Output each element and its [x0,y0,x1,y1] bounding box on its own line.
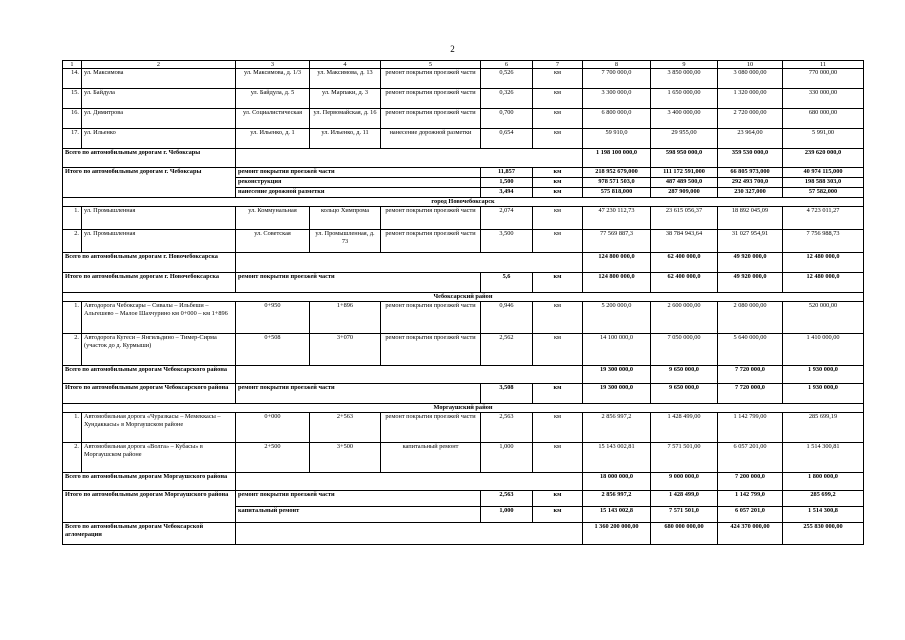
row-number: 2. [63,334,82,366]
itogo-label: Итого по автомобильным дорогам Моргаушского района [63,491,236,523]
road-name: ул. Ильенко [82,129,236,149]
row-number: 16. [63,109,82,129]
cost-col-11: 1 930 000,0 [783,366,864,384]
segment-end: 3+500 [310,443,381,473]
segment-start: 2+500 [236,443,310,473]
section-header [63,198,864,207]
total-cost: 978 571 503,0 [583,178,651,188]
total-cost: 124 800 000,0 [583,253,651,273]
empty-cell [236,473,583,491]
work-type: ремонт покрытия проезжей части [381,69,481,89]
road-name: ул. Промышленная [82,230,236,253]
total-cost: 15 143 002,8 [583,507,651,523]
road-name: Автодорога Чебоксары – Сивалы – Ильбеши – Альгешево – Малое Шахчурино км 0+000 – км 1+896 [82,302,236,334]
cost-col-11: 1 514 300,8 [783,507,864,523]
section-title: Чебоксарский район [63,293,864,302]
segment-start: ул. Советская [236,230,310,253]
total-label: Всего по автомобильным дорогам г. Чебоксары [63,149,236,168]
itogo-label: Итого по автомобильным дорогам Чебоксарского района [63,384,236,404]
column-number-header: 4 [310,61,381,69]
row-number: 2. [63,230,82,253]
unit: км [533,491,583,507]
cost-col-11: 5 991,00 [783,129,864,149]
total-cost: 6 800 000,0 [583,109,651,129]
segment-start: ул. Байдула, д. 5 [236,89,310,109]
cost-col-11: 285 699,19 [783,413,864,443]
cost-col-9: 7 571 501,0 [651,507,718,523]
cost-col-11: 40 974 115,000 [783,168,864,178]
total-row [63,253,864,273]
column-number-header: 2 [82,61,236,69]
cost-col-9: 9 650 000,0 [651,384,718,404]
length-value: 2,562 [481,334,533,366]
length-value: 0,654 [481,129,533,149]
total-cost: 5 200 000,0 [583,302,651,334]
cost-col-10: 424 370 000,00 [718,523,783,545]
cost-col-10: 2 080 000,00 [718,302,783,334]
cost-col-9: 287 909,000 [651,188,718,198]
segment-start: 0+950 [236,302,310,334]
unit: км [533,129,583,149]
total-label: Всего по автомобильным дорогам г. Новочебоксарска [63,253,236,273]
table-row [63,302,864,334]
total-cost: 77 569 887,3 [583,230,651,253]
cost-col-10: 5 640 000,00 [718,334,783,366]
cost-col-11: 1 930 000,0 [783,384,864,404]
unit: км [533,273,583,293]
unit: км [533,69,583,89]
table-body [63,61,864,545]
cost-col-10: 230 327,000 [718,188,783,198]
cost-col-11: 770 000,00 [783,69,864,89]
unit: км [533,188,583,198]
row-number: 17. [63,129,82,149]
column-number-header: 9 [651,61,718,69]
cost-col-11: 330 000,00 [783,89,864,109]
segment-end: 2+563 [310,413,381,443]
cost-col-10: 1 142 799,00 [718,413,783,443]
total-cost: 15 143 002,81 [583,443,651,473]
itogo-row [63,273,864,293]
table-row [63,230,864,253]
cost-col-9: 1 428 499,00 [651,413,718,443]
section-title: город Новочебоксарск [63,198,864,207]
cost-col-9: 9 650 000,0 [651,366,718,384]
length-value: 1,500 [481,178,533,188]
cost-col-11: 239 620 000,0 [783,149,864,168]
header-row [63,61,864,69]
cost-col-9: 1 650 000,00 [651,89,718,109]
total-cost: 14 100 000,0 [583,334,651,366]
length-value: 0,700 [481,109,533,129]
unit: км [533,207,583,230]
itogo-row [63,168,864,178]
cost-col-10: 2 720 000,00 [718,109,783,129]
section-header [63,404,864,413]
road-name: Автомобильная дорога «Чуразкасы – Мемеккасы – Хундаккасы» в Моргаушском районе [82,413,236,443]
segment-end: ул. Первомайская, д. 16 [310,109,381,129]
road-name: ул. Промышленная [82,207,236,230]
cost-col-10: 6 057 201,00 [718,443,783,473]
cost-col-11: 255 830 000,00 [783,523,864,545]
cost-col-11: 12 480 000,0 [783,273,864,293]
work-type: ремонт покрытия проезжей части [236,384,481,404]
segment-end: ул. Максимова, д. 13 [310,69,381,89]
row-number: 15. [63,89,82,109]
segment-end: кольцо Химпрома [310,207,381,230]
cost-col-10: 359 530 000,0 [718,149,783,168]
length-value: 2,563 [481,491,533,507]
total-cost: 2 856 997,2 [583,413,651,443]
total-cost: 19 300 000,0 [583,366,651,384]
total-cost: 18 000 000,0 [583,473,651,491]
work-type: нанесение дорожной разметки [236,188,481,198]
cost-col-11: 1 800 000,0 [783,473,864,491]
cost-col-10: 7 720 000,0 [718,384,783,404]
section-header [63,293,864,302]
cost-col-10: 1 142 799,0 [718,491,783,507]
cost-col-10: 31 027 954,91 [718,230,783,253]
work-type: ремонт покрытия проезжей части [236,168,481,178]
itogo-row [63,491,864,507]
cost-col-11: 12 480 000,0 [783,253,864,273]
itogo-row [63,384,864,404]
cost-col-9: 7 050 000,00 [651,334,718,366]
total-cost: 2 856 997,2 [583,491,651,507]
cost-col-9: 1 428 499,0 [651,491,718,507]
total-label: Всего по автомобильным дорогам Чебоксарского района [63,366,236,384]
cost-col-10: 18 892 045,09 [718,207,783,230]
section-title: Моргаушский район [63,404,864,413]
table-row [63,89,864,109]
work-type: реконструкция [236,178,481,188]
unit: км [533,89,583,109]
row-number: 2. [63,443,82,473]
length-value: 2,563 [481,413,533,443]
segment-start: ул. Ильенко, д. 1 [236,129,310,149]
row-number: 14. [63,69,82,89]
cost-col-10: 6 057 201,0 [718,507,783,523]
length-value: 0,326 [481,89,533,109]
road-repair-table [62,60,864,545]
cost-col-9: 23 615 056,37 [651,207,718,230]
work-type: ремонт покрытия проезжей части [236,273,481,293]
road-name: Автодорога Кугеси – Янгильдино – Тимер-Сирма (участок до д. Курмыши) [82,334,236,366]
column-number-header: 1 [63,61,82,69]
empty-cell [236,366,583,384]
cost-col-9: 2 600 000,00 [651,302,718,334]
cost-col-9: 7 571 501,00 [651,443,718,473]
row-number: 1. [63,302,82,334]
unit: км [533,230,583,253]
cost-col-11: 7 756 988,73 [783,230,864,253]
segment-end: ул. Марпаки, д. 3 [310,89,381,109]
length-value: 3,508 [481,384,533,404]
column-number-header: 3 [236,61,310,69]
total-cost: 124 800 000,0 [583,273,651,293]
cost-col-11: 57 582,000 [783,188,864,198]
cost-col-10: 3 080 000,00 [718,69,783,89]
unit: км [533,507,583,523]
length-value: 5,6 [481,273,533,293]
total-cost: 1 360 200 000,00 [583,523,651,545]
work-type: ремонт покрытия проезжей части [381,413,481,443]
row-number: 1. [63,413,82,443]
total-cost: 7 700 000,0 [583,69,651,89]
segment-start: ул. Социалистическая [236,109,310,129]
total-row [63,366,864,384]
itogo-label: Итого по автомобильным дорогам г. Чебоксары [63,168,236,198]
empty-cell [236,253,583,273]
total-cost: 19 300 000,0 [583,384,651,404]
cost-col-11: 1 410 000,00 [783,334,864,366]
cost-col-9: 3 400 000,00 [651,109,718,129]
total-cost: 1 198 100 000,0 [583,149,651,168]
cost-col-11: 198 588 303,0 [783,178,864,188]
road-name: ул. Димитрова [82,109,236,129]
cost-col-9: 487 489 500,0 [651,178,718,188]
unit: км [533,168,583,178]
table-row [63,207,864,230]
segment-start: ул. Коммунальная [236,207,310,230]
segment-end: ул. Промышленная, д. 73 [310,230,381,253]
length-value: 2,074 [481,207,533,230]
total-cost: 47 230 112,73 [583,207,651,230]
row-number: 1. [63,207,82,230]
unit: км [533,384,583,404]
cost-col-9: 680 000 000,00 [651,523,718,545]
table-row [63,129,864,149]
total-cost: 59 910,0 [583,129,651,149]
cost-col-11: 520 000,00 [783,302,864,334]
cost-col-10: 49 920 000,0 [718,253,783,273]
length-value: 3,494 [481,188,533,198]
column-number-header: 7 [533,61,583,69]
total-cost: 3 300 000,0 [583,89,651,109]
total-label: Всего по автомобильным дорогам Моргаушского района [63,473,236,491]
segment-start: 0+508 [236,334,310,366]
road-name: ул. Максимова [82,69,236,89]
total-row [63,473,864,491]
cost-col-9: 62 400 000,0 [651,253,718,273]
unit: км [533,334,583,366]
total-cost: 575 818,000 [583,188,651,198]
cost-col-10: 292 493 700,0 [718,178,783,188]
cost-col-10: 1 320 000,00 [718,89,783,109]
cost-col-10: 23 964,00 [718,129,783,149]
table-row [63,413,864,443]
cost-col-11: 4 723 011,27 [783,207,864,230]
cost-col-10: 7 720 000,0 [718,366,783,384]
work-type: ремонт покрытия проезжей части [381,230,481,253]
table-row [63,109,864,129]
work-type: ремонт покрытия проезжей части [381,89,481,109]
segment-start: ул. Максимова, д. 1/3 [236,69,310,89]
total-label: Всего по автомобильным дорогам Чебоксарской агломерации [63,523,236,545]
unit: км [533,302,583,334]
cost-col-10: 66 805 973,000 [718,168,783,178]
work-type: ремонт покрытия проезжей части [381,302,481,334]
column-number-header: 8 [583,61,651,69]
page-number: 2 [450,44,455,54]
segment-end: ул. Ильенко, д. 11 [310,129,381,149]
length-value: 0,526 [481,69,533,89]
work-type: ремонт покрытия проезжей части [381,109,481,129]
cost-col-9: 38 784 943,64 [651,230,718,253]
cost-col-10: 7 200 000,0 [718,473,783,491]
unit: км [533,178,583,188]
work-type: капитальный ремонт [236,507,481,523]
work-type: капитальный ремонт [381,443,481,473]
segment-end: 3+070 [310,334,381,366]
cost-col-9: 29 955,00 [651,129,718,149]
segment-end: 1+896 [310,302,381,334]
column-number-header: 5 [381,61,481,69]
length-value: 0,946 [481,302,533,334]
total-cost: 218 952 679,000 [583,168,651,178]
column-number-header: 10 [718,61,783,69]
cost-col-9: 598 950 000,0 [651,149,718,168]
column-number-header: 11 [783,61,864,69]
cost-col-11: 1 514 300,81 [783,443,864,473]
cost-col-11: 285 699,2 [783,491,864,507]
empty-cell [236,149,583,168]
itogo-label: Итого по автомобильным дорогам г. Новочебоксарска [63,273,236,293]
unit: км [533,443,583,473]
column-number-header: 6 [481,61,533,69]
empty-cell [236,523,583,545]
work-type: ремонт покрытия проезжей части [381,207,481,230]
table-row [63,334,864,366]
length-value: 1,000 [481,443,533,473]
work-type: ремонт покрытия проезжей части [381,334,481,366]
total-row [63,523,864,545]
cost-col-9: 111 172 591,000 [651,168,718,178]
length-value: 11,857 [481,168,533,178]
table-row [63,69,864,89]
cost-col-9: 9 000 000,0 [651,473,718,491]
table-row [63,443,864,473]
cost-col-11: 680 000,00 [783,109,864,129]
unit: км [533,109,583,129]
road-name: ул. Байдула [82,89,236,109]
total-row [63,149,864,168]
length-value: 3,500 [481,230,533,253]
road-name: Автомобильная дорога «Волга» – Кубасы» в Моргаушском районе [82,443,236,473]
cost-col-10: 49 920 000,0 [718,273,783,293]
length-value: 1,000 [481,507,533,523]
work-type: ремонт покрытия проезжей части [236,491,481,507]
segment-start: 0+000 [236,413,310,443]
cost-col-9: 62 400 000,0 [651,273,718,293]
cost-col-9: 3 850 000,00 [651,69,718,89]
unit: км [533,413,583,443]
work-type: нанесение дорожной разметки [381,129,481,149]
